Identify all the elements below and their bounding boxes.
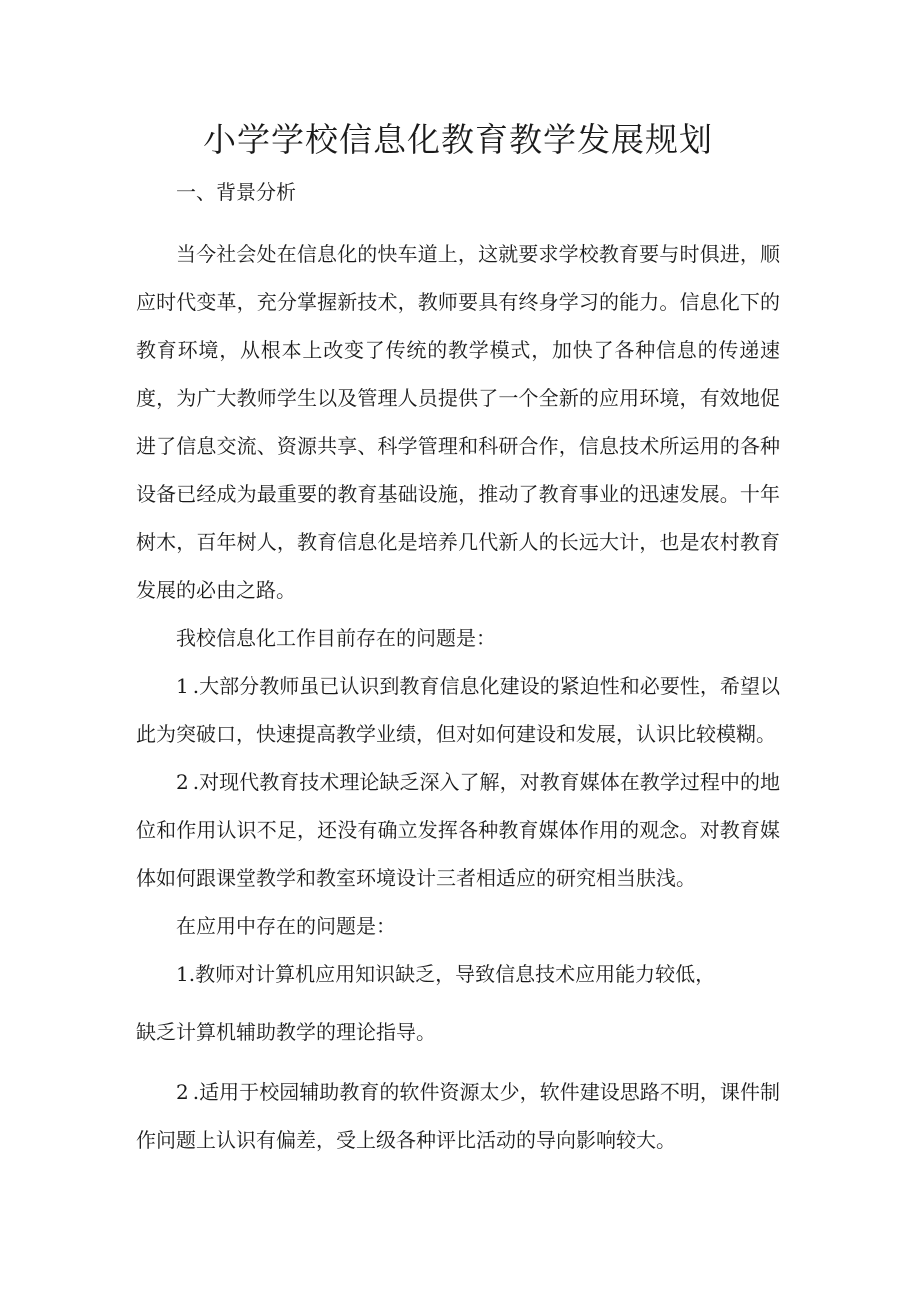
list-item bbox=[136, 758, 780, 902]
paragraph-application-problems: 在应用中存在的问题是： bbox=[176, 914, 396, 938]
list-item-number: 2 bbox=[176, 1080, 189, 1104]
list-item-number: 2 bbox=[176, 770, 189, 794]
list-item-text: .大部分教师虽已认识到教育信息化建设的紧迫性和必要性，希望以此为突破口，快速提高教学业绩，但对如何建设和发展，认识比较模糊。 bbox=[136, 674, 780, 746]
list-item bbox=[136, 662, 780, 758]
section-heading-background: 一、背景分析 bbox=[176, 180, 296, 204]
list-item bbox=[136, 1068, 780, 1164]
list-item-continuation: 缺乏计算机辅助教学的理论指导。 bbox=[136, 1020, 436, 1044]
list-item-number: 1 bbox=[176, 674, 189, 698]
list-item-number: 1 bbox=[176, 962, 189, 986]
list-item-text: .适用于校园辅助教育的软件资源太少，软件建设思路不明，课件制作问题上认识有偏差，受上级各种评比活动的导向影响较大。 bbox=[136, 1080, 780, 1152]
list-item-text: .教师对计算机应用知识缺乏，导致信息技术应用能力较低， bbox=[188, 962, 716, 986]
list-item bbox=[136, 962, 780, 986]
page-title: 小学学校信息化教育教学发展规划 bbox=[203, 120, 713, 159]
list-item-text: .对现代教育技术理论缺乏深入了解，对教育媒体在教学过程中的地位和作用认识不足，还没有确立发挥各种教育媒体作用的观念。对教育媒体如何跟课堂教学和教室环境设计三者相适应的研究相当肤浅。 bbox=[136, 770, 780, 890]
paragraph-background: 当今社会处在信息化的快车道上，这就要求学校教育要与时俱进，顺应时代变革，充分掌握新技术，教师要具有终身学习的能力。信息化下的教育环境，从根本上改变了传统的教学模式，加快了各种信息的传递速度，为广大教师学生以及管理人员提供了一个全新的应用环境，有效地促进了信息交流、资源共享、科学管理和科研合作，信息技术所运用的各种设备已经成为最重要的教育基础设施，推动了教育事业的迅速发展。十年树木，百年树人，教育信息化是培养几代新人的长远大计，也是农村教育发展的必由之路。 bbox=[136, 242, 780, 602]
paragraph-current-problems: 我校信息化工作目前存在的问题是： bbox=[176, 626, 496, 650]
